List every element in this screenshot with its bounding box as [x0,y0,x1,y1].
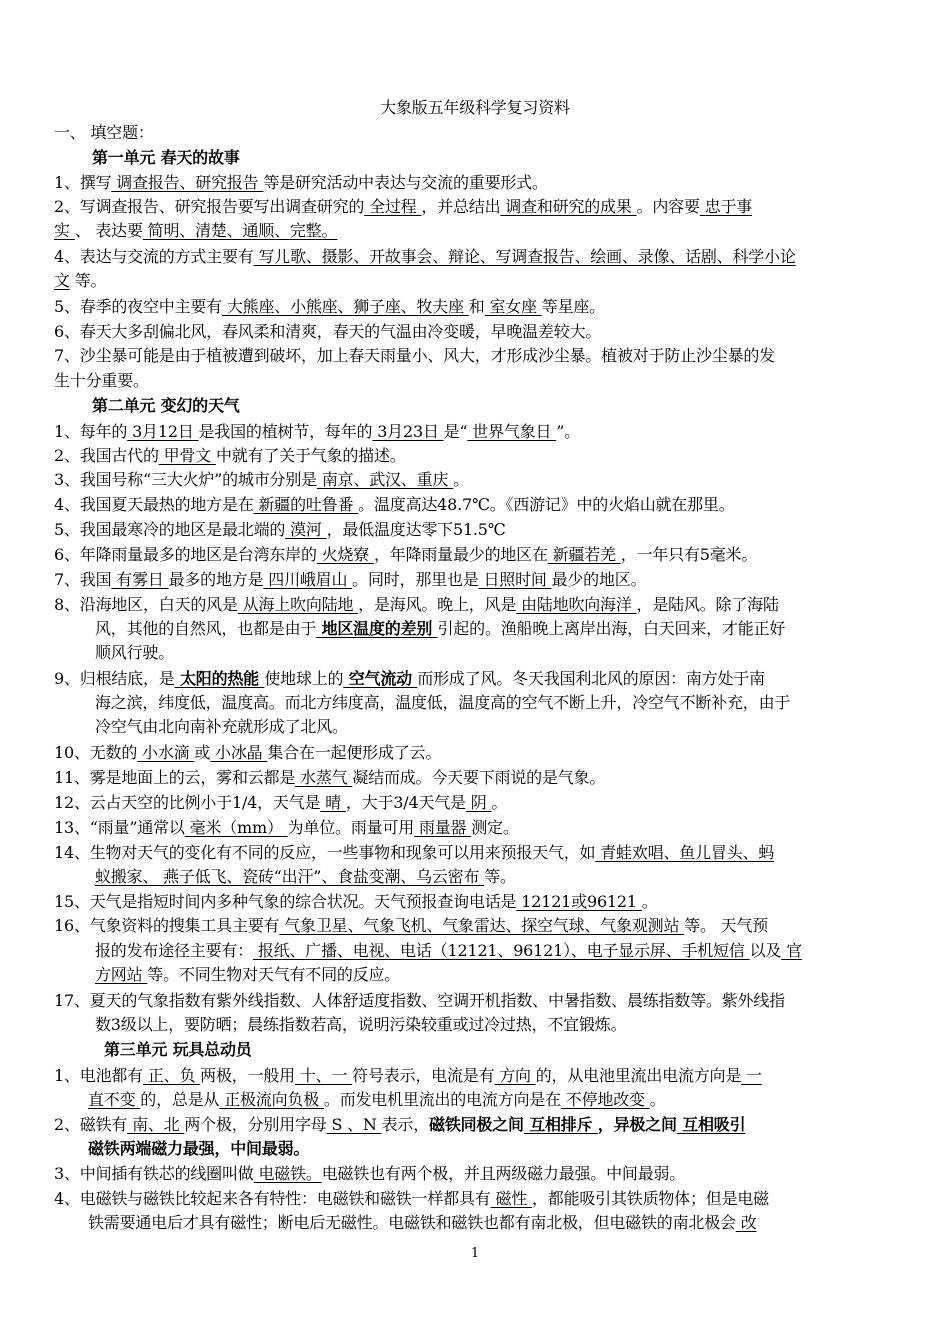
text-line [54,219,857,243]
answer-blank: 3月12日 [127,422,199,441]
text-segment: 两个极，分别用字母 [184,1115,327,1134]
text-segment: 的，从电池里流出电流方向是 [535,1066,742,1085]
text-line [54,1162,898,1186]
answer-blank: 报纸、广播、电视、电话（12121、96121）、电子显示屏、手机短信 [253,941,750,960]
text-line [95,617,898,641]
text-segment: ，是海风。晚上，风是 [358,595,517,614]
text-line [88,1088,891,1112]
answer-blank: 十、一 [294,1066,353,1085]
answer-blank: 写儿歌、摄影、开故事会、辩论、写调查报告、绘画、录像、话剧、科学小论 [253,247,796,266]
text-segment: 风，其他的自然风，也都是由于 [95,619,317,638]
section-heading: 一、 填空题： [54,123,154,142]
text-segment: ”。 [556,422,580,441]
text-line [54,766,898,790]
text-segment: 凝结而成。今天要下雨说的是气象。 [352,768,606,787]
text-segment: 2、我国古代的 [54,446,159,465]
text-line [54,245,898,269]
unit-heading: 第一单元 春天的故事 [92,148,240,167]
text-segment: 。内容要 [636,197,700,216]
text-line [54,816,898,840]
text-line [54,195,898,219]
text-segment: 5、我国最寒冷的地区是最北端的 [54,520,286,539]
answer-blank: 大熊座、小熊座、狮子座、牧夫座 [221,297,469,316]
text-line [54,493,898,517]
text-segment: 16、气象资料的搜集工具主要有 [54,916,280,935]
text-line [54,171,898,195]
answer-blank: 阴 [465,793,492,812]
answer-blank: 改 [735,1213,757,1232]
text-segment: 等。 [69,271,107,290]
answer-blank: 毫米（mm） [184,818,288,837]
text-segment: 15、天气是指短时间内多种气象的综合状况。天气预报查询电话是 [54,892,517,911]
text-segment: 引起的。渔船晚上离岸出海，白天回来，才能正好 [437,619,786,638]
text-segment: 2、磁铁有 [54,1115,128,1134]
text-line [54,1064,898,1088]
text-segment: ，一年只有5毫米。 [620,545,758,564]
text-segment: ，最低温度达零下51.5℃ [326,520,506,539]
unit-heading: 第二单元 变幻的天气 [92,396,240,415]
text-segment: ，并总结出 [421,197,501,216]
text-segment: 17、夏天的气象指数有紫外线指数、人体舒适度指数、空调开机指数、中暑指数、晨练指数等。紫外线指 [54,991,785,1010]
answer-blank: 磁性 [490,1189,532,1208]
answer-blank: 气象卫星、气象飞机、气象雷达、探空气球、气象观测站 [279,916,685,935]
answer-blank: 方网站 [95,965,148,984]
text-line [54,344,898,368]
answer-blank: 青蛙欢唱、鱼儿冒头、蚂 [595,843,775,862]
text-line [95,691,898,715]
text-segment: 等。不同生物对天气有不同的反应。 [147,965,401,984]
answer-blank: 漠河 [285,520,327,539]
text-segment: 报的发布途径主要有： [95,941,254,960]
answer-blank: 火烧寮 [316,545,374,564]
text-segment: ，都能吸引其铁质物体；但是电磁 [531,1189,769,1208]
answer-blank: 全过程 [364,197,422,216]
text-segment: 7、我国 [54,570,112,589]
text-line [54,444,898,468]
text-segment: 是“ [443,422,468,441]
answer-blank: 3月23日 [372,422,444,441]
text-segment: 1、电池都有 [54,1066,143,1085]
text-segment: 6、春天大多刮偏北风，春风柔和清爽，春天的气温由冷变暖，早晚温差较大。 [54,322,602,341]
text-segment: 和 [468,297,485,316]
text-segment: 测定。 [471,818,519,837]
text-segment: 等。 天气预 [684,916,769,935]
text-line [95,865,898,889]
text-segment: 2、写调查报告、研究报告要写出调查研究的 [54,197,365,216]
answer-blank: 方向 [494,1066,536,1085]
answer-blank-bold: 空气流动 [343,669,418,688]
answer-blank: 世界气象日 [467,422,557,441]
text-segment: 生十分重要。 [54,371,149,390]
answer-blank-bold: 太阳的热能 [174,669,265,688]
answer-blank: 简明、清楚、通顺、完整。 [142,221,338,240]
text-line [95,939,898,963]
text-line [54,593,898,617]
answer-blank: 小冰晶 [210,743,268,762]
text-line [54,543,898,567]
text-line [54,914,898,938]
answer-blank: 日照时间 [478,570,552,589]
text-line [88,1211,891,1235]
text-segment: 9、归根结底，是 [54,669,175,688]
text-segment: 集合在一起便形成了云。 [267,743,442,762]
text-segment: 电磁铁也有两个极，并且两级磁力最强。中间最弱。 [321,1164,686,1183]
text-line [54,1187,898,1211]
bold-text: 磁铁两端磁力最强，中间最弱。 [88,1139,310,1158]
text-line [95,963,898,987]
text-line [95,1013,898,1037]
answer-blank: 正极流向负极 [219,1090,324,1109]
answer-blank: 调查报告、研究报告 [111,173,264,192]
text-segment: 。 [491,793,508,812]
text-segment: 。 [649,1090,666,1109]
text-segment: 4、表达与交流的方式主要有 [54,247,254,266]
answer-blank: 南京、武汉、重庆 [316,470,454,489]
page-number: 1 [470,1246,480,1261]
text-segment: 铁需要通电后才具有磁性；断电后无磁性。电磁铁和磁铁也都有南北极，但电磁铁的南北极会 [88,1213,736,1232]
text-segment: 符号表示，电流是有 [352,1066,495,1085]
text-segment: 12、云占天空的比例小于1/4，天气是 [54,793,321,812]
bold-text: ，异极之间 [597,1115,677,1134]
text-segment: 等星座。 [541,297,605,316]
text-segment: 最多的地方是 [168,570,264,589]
text-segment: 使地球上的 [264,669,344,688]
text-line [54,518,898,542]
document-title: 大象版五年级科学复习资料 [380,98,570,117]
text-segment: 等。 [484,867,516,886]
text-segment: 数3级以上，要防晒；晨练指数若高，说明污染较重或过冷过热，不宜锻炼。 [95,1015,627,1034]
text-line [54,420,898,444]
text-segment: 等是研究活动中表达与交流的重要形式。 [263,173,548,192]
text-segment: 6、年降雨量最多的地区是台湾东岸的 [54,545,317,564]
text-segment: 11、雾是地面上的云，雾和云都是 [54,768,296,787]
text-segment: 、 表达要 [74,221,143,240]
text-segment: 4、电磁铁与磁铁比较起来各有特性：电磁铁和磁铁一样都具有 [54,1189,491,1208]
answer-blank: 雨量器 [414,818,472,837]
answer-blank-bold: 地区温度的差别 [316,619,438,638]
answer-blank: 新疆若羌 [547,545,621,564]
answer-blank: 正、负 [142,1066,201,1085]
answer-blank: 蚁搬家、 燕子低飞、瓷砖“出汗”、食盐变潮、乌云密布 [95,867,485,886]
text-segment: 7、沙尘暴可能是由于植被遭到破坏，加上春天雨量小、风大，才形成沙尘暴。植被对于防止沙尘暴的发 [54,346,775,365]
answer-blank: 文 [54,271,70,290]
text-segment: 两极，一般用 [200,1066,295,1085]
text-segment: 是我国的植树节，每年的 [198,422,373,441]
text-segment: 3、中间插有铁芯的线圈叫做 [54,1164,254,1183]
answer-blank: 新疆的吐鲁番 [253,495,359,514]
text-line [54,667,898,691]
answer-blank: S 、N [326,1115,382,1134]
text-segment: 的，总是从 [140,1090,220,1109]
text-segment: 海之滨，纬度低，温度高。而北方纬度高，温度低，温度高的空气不断上升，冷空气不断补充，由于 [95,693,791,712]
answer-blank: 有雾日 [111,570,169,589]
answer-blank: 12121或96121 [516,892,642,911]
text-segment: 或 [194,743,211,762]
answer-blank: 一 [741,1066,762,1085]
text-segment: 3、我国号称“三大火炉”的城市分别是 [54,470,317,489]
text-line [54,269,898,293]
text-segment: 。而发电机里流出的电流方向是在 [323,1090,561,1109]
answer-blank: 小水滴 [137,743,195,762]
text-line [54,1113,898,1137]
text-line [54,841,898,865]
bold-text: 磁铁同极之间 [429,1115,524,1134]
text-segment: 中就有了关于气象的描述。 [215,446,406,465]
text-segment: 1、每年的 [54,422,128,441]
answer-blank-bold: 互相吸引 [676,1115,746,1134]
answer-blank: 官 [781,941,802,960]
answer-blank: 晴 [320,793,346,812]
text-segment: 。 [453,470,469,489]
answer-blank: 不停地改变 [560,1090,650,1109]
text-segment: 。 [641,892,658,911]
text-line [54,320,898,344]
answer-blank: 调查和研究的成果 [500,197,637,216]
text-line [54,791,898,815]
text-line [88,1137,891,1161]
answer-blank: 室女座 [484,297,542,316]
answer-blank: 直不变 [88,1090,141,1109]
text-segment: 冷空气由北向南补充就形成了北风。 [95,717,348,736]
text-segment: 8、沿海地区，白天的风是 [54,595,238,614]
text-line [54,989,898,1013]
answer-blank: 甲骨文 [158,446,216,465]
text-line [54,890,898,914]
text-line [54,568,898,592]
answer-blank: 从海上吹向陆地 [237,595,359,614]
text-line [54,369,898,393]
text-segment: 为单位。雨量可用 [287,818,415,837]
text-segment: 。温度高达48.7℃。《西游记》中的火焰山就在那里。 [358,495,735,514]
text-line [54,741,898,765]
text-segment: 而形成了风。冬天我国利北风的原因：南方处于南 [417,669,765,688]
text-segment: 顺风行驶。 [95,643,175,662]
answer-blank: 电磁铁。 [253,1164,322,1183]
answer-blank: 实 [54,221,75,240]
unit-heading: 第三单元 玩具总动员 [104,1040,252,1059]
text-segment: 13、“雨量”通常以 [54,818,185,837]
text-segment: 10、无数的 [54,743,138,762]
answer-blank: 忠于事 [699,197,753,216]
text-segment: 。同时，那里也是 [352,570,479,589]
text-segment: 5、春季的夜空中主要有 [54,297,222,316]
answer-blank: 四川峨眉山 [263,570,353,589]
answer-blank-bold: 互相排斥 [523,1115,598,1134]
text-segment: ，是陆风。除了海陆 [636,595,779,614]
text-segment: 1、撰写 [54,173,112,192]
text-segment: 14、生物对天气的变化有不同的反应，一些事物和现象可以用来预报天气，如 [54,843,596,862]
text-segment: 4、我国夏天最热的地方是在 [54,495,254,514]
text-line [95,641,898,665]
answer-blank: 南、北 [127,1115,185,1134]
text-segment: 以及 [749,941,782,960]
text-segment: ，大于3/4天气是 [345,793,466,812]
text-segment: 表示， [381,1115,430,1134]
answer-blank: 由陆地吹向海洋 [516,595,637,614]
text-segment: ，年降雨量最少的地区在 [373,545,548,564]
text-line [54,295,898,319]
text-line [54,468,898,492]
text-line [95,715,898,739]
text-segment: 最少的地区。 [551,570,647,589]
answer-blank: 水蒸气 [295,768,353,787]
